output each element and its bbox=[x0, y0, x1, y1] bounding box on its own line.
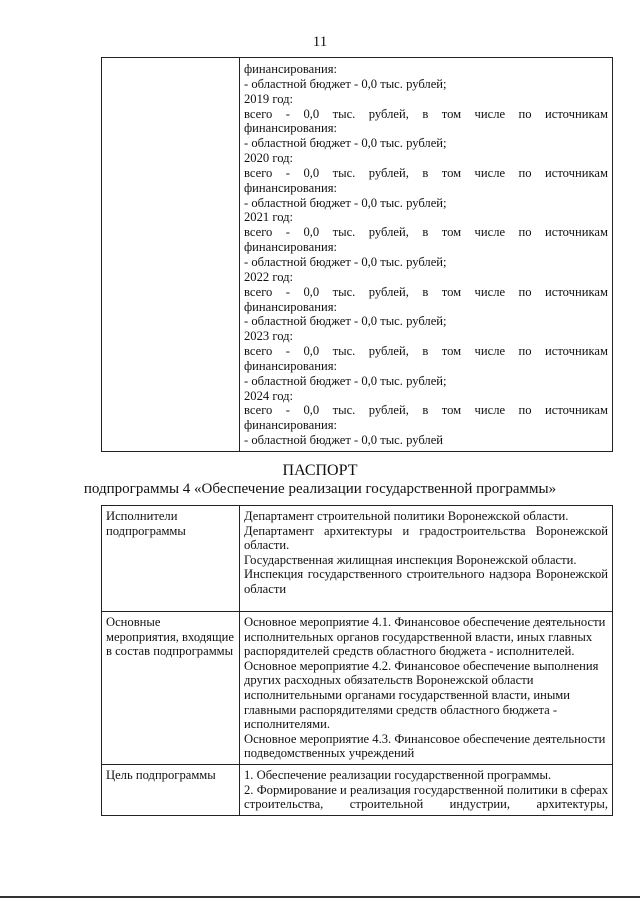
funding-total-word: 0,0 bbox=[303, 403, 320, 418]
page-number: 11 bbox=[312, 34, 328, 50]
executor-item: Департамент архитектуры и градостроительства Воронежской области. bbox=[244, 523, 608, 553]
funding-value-cell bbox=[240, 58, 613, 452]
funding-total-word: тыс. bbox=[332, 106, 356, 121]
funding-table bbox=[101, 57, 613, 452]
funding-total-line bbox=[244, 166, 608, 181]
funding-total-word: 0,0 bbox=[303, 284, 320, 299]
funding-total-word: том bbox=[441, 344, 462, 359]
goal-item: 1. Обеспечение реализации государственной программы. bbox=[244, 767, 552, 782]
funding-year: 2023 год: bbox=[244, 329, 294, 344]
funding-total-line bbox=[244, 107, 608, 122]
funding-total-word: всего bbox=[244, 165, 273, 180]
funding-total-word: по bbox=[518, 165, 532, 180]
funding-budget-line: - областной бюджет - 0,0 тыс. рублей; bbox=[244, 195, 447, 210]
activity-item: Основное мероприятие 4.3. Финансовое обеспечение деятельности подведомственных учреждений bbox=[244, 731, 606, 761]
funding-financing-word: финансирования: bbox=[244, 240, 338, 255]
funding-total-word: 0,0 bbox=[303, 106, 320, 121]
passport-row-executors bbox=[102, 506, 613, 612]
funding-total-word: - bbox=[285, 403, 290, 418]
funding-total-word: по bbox=[518, 403, 532, 418]
funding-total-word: том bbox=[441, 165, 462, 180]
funding-total-word: рублей, bbox=[368, 403, 409, 418]
funding-financing-word: финансирования: bbox=[244, 180, 338, 195]
funding-total-word: источникам bbox=[545, 344, 608, 359]
activity-item: Основное мероприятие 4.2. Финансовое обеспечение выполнения других расходных обязательств Воронежской области исполнительными органами государственной власти, иными главными распорядителями средств областного бюджета - исполнителями. bbox=[244, 658, 599, 732]
funding-financing-word: финансирования: bbox=[244, 358, 338, 373]
funding-total-word: по bbox=[518, 284, 532, 299]
funding-total-word: источникам bbox=[545, 225, 608, 240]
funding-total-word: в bbox=[422, 344, 429, 359]
funding-year: 2022 год: bbox=[244, 269, 294, 284]
goal-item: 2. Формирование и реализация государственной политики в сферах строительства, строительной индустрии, архитектуры, bbox=[244, 782, 608, 812]
funding-total-word: том bbox=[441, 284, 462, 299]
funding-intro-line: финансирования: bbox=[244, 62, 338, 76]
passport-row-goal bbox=[102, 764, 613, 815]
funding-total-word: - bbox=[285, 344, 290, 359]
funding-total-word: всего bbox=[244, 344, 273, 359]
funding-total-line bbox=[244, 225, 608, 240]
passport-row-activities bbox=[102, 612, 613, 765]
funding-total-word: числе bbox=[474, 165, 506, 180]
funding-total-word: по bbox=[518, 106, 532, 121]
funding-total-word: числе bbox=[474, 284, 506, 299]
funding-total-word: том bbox=[441, 106, 462, 121]
funding-financing-word: финансирования: bbox=[244, 418, 338, 433]
funding-budget-line: - областной бюджет - 0,0 тыс. рублей; bbox=[244, 136, 447, 151]
funding-total-word: в bbox=[422, 106, 429, 121]
funding-total-word: - bbox=[285, 106, 290, 121]
goal-value bbox=[240, 764, 613, 815]
funding-total-word: тыс. bbox=[332, 344, 356, 359]
funding-block bbox=[240, 58, 612, 451]
funding-total-word: в bbox=[422, 225, 429, 240]
funding-total-word: источникам bbox=[545, 403, 608, 418]
passport-title: ПАСПОРТ bbox=[282, 462, 358, 479]
page-bottom-rule bbox=[0, 896, 640, 898]
funding-year: 2019 год: bbox=[244, 91, 294, 106]
funding-year: 2020 год: bbox=[244, 151, 294, 166]
funding-total-word: тыс. bbox=[332, 165, 356, 180]
funding-total-line bbox=[244, 285, 608, 300]
funding-total-word: - bbox=[285, 225, 290, 240]
funding-total-word: источникам bbox=[545, 106, 608, 121]
funding-total-word: в bbox=[422, 165, 429, 180]
passport-table bbox=[101, 505, 613, 816]
funding-intro-budget: - областной бюджет - 0,0 тыс. рублей; bbox=[244, 76, 447, 91]
funding-budget-line: - областной бюджет - 0,0 тыс. рублей; bbox=[244, 373, 447, 388]
funding-total-word: 0,0 bbox=[303, 344, 320, 359]
funding-financing-word: финансирования: bbox=[244, 299, 338, 314]
funding-label-cell bbox=[102, 58, 240, 452]
activities-value bbox=[240, 612, 613, 765]
executor-item: Инспекция государственного строительного надзора Воронежской области bbox=[244, 567, 608, 596]
funding-year: 2021 год: bbox=[244, 210, 294, 225]
funding-financing-word: финансирования: bbox=[244, 121, 338, 136]
funding-total-word: по bbox=[518, 344, 532, 359]
funding-total-word: том bbox=[441, 403, 462, 418]
executors-value bbox=[240, 506, 613, 612]
funding-total-word: рублей, bbox=[368, 165, 409, 180]
funding-total-word: источникам bbox=[545, 284, 608, 299]
funding-total-word: источникам bbox=[545, 165, 608, 180]
funding-total-word: числе bbox=[474, 344, 506, 359]
funding-total-word: в bbox=[422, 403, 429, 418]
funding-budget-line: - областной бюджет - 0,0 тыс. рублей; bbox=[244, 314, 447, 329]
funding-total-word: всего bbox=[244, 225, 273, 240]
passport-subtitle: подпрограммы 4 «Обеспечение реализации государственной программы» bbox=[83, 481, 557, 497]
executors-label: Исполнители подпрограммы bbox=[102, 506, 240, 612]
executor-item: Государственная жилищная инспекция Воронежской области. bbox=[244, 552, 577, 567]
funding-total-word: - bbox=[285, 284, 290, 299]
funding-total-word: тыс. bbox=[332, 284, 356, 299]
funding-total-word: числе bbox=[474, 106, 506, 121]
funding-total-word: числе bbox=[474, 403, 506, 418]
funding-total-word: том bbox=[441, 225, 462, 240]
funding-total-word: всего bbox=[244, 284, 273, 299]
funding-total-word: в bbox=[422, 284, 429, 299]
funding-total-line bbox=[244, 403, 608, 418]
funding-total-word: всего bbox=[244, 106, 273, 121]
executor-item: Департамент строительной политики Воронежской области. bbox=[244, 509, 569, 523]
funding-total-word: тыс. bbox=[332, 225, 356, 240]
funding-total-word: числе bbox=[474, 225, 506, 240]
activities-label: Основные мероприятия, входящие в состав подпрограммы bbox=[102, 612, 240, 765]
funding-budget-line: - областной бюджет - 0,0 тыс. рублей; bbox=[244, 254, 447, 269]
funding-total-word: рублей, bbox=[368, 344, 409, 359]
funding-total-word: 0,0 bbox=[303, 225, 320, 240]
funding-budget-line: - областной бюджет - 0,0 тыс. рублей bbox=[244, 433, 444, 448]
funding-total-word: всего bbox=[244, 403, 273, 418]
funding-total-word: рублей, bbox=[368, 284, 409, 299]
goal-label: Цель подпрограммы bbox=[102, 764, 240, 815]
funding-year: 2024 год: bbox=[244, 388, 294, 403]
funding-total-line bbox=[244, 344, 608, 359]
funding-total-word: по bbox=[518, 225, 532, 240]
funding-total-word: - bbox=[285, 165, 290, 180]
funding-total-word: рублей, bbox=[368, 106, 409, 121]
activity-item: Основное мероприятие 4.1. Финансовое обеспечение деятельности исполнительных органов государственной власти, иных главных распорядителей средств областного бюджета - исполнителей. bbox=[244, 615, 606, 659]
funding-total-word: тыс. bbox=[332, 403, 356, 418]
funding-total-word: рублей, bbox=[368, 225, 409, 240]
funding-total-word: 0,0 bbox=[303, 165, 320, 180]
